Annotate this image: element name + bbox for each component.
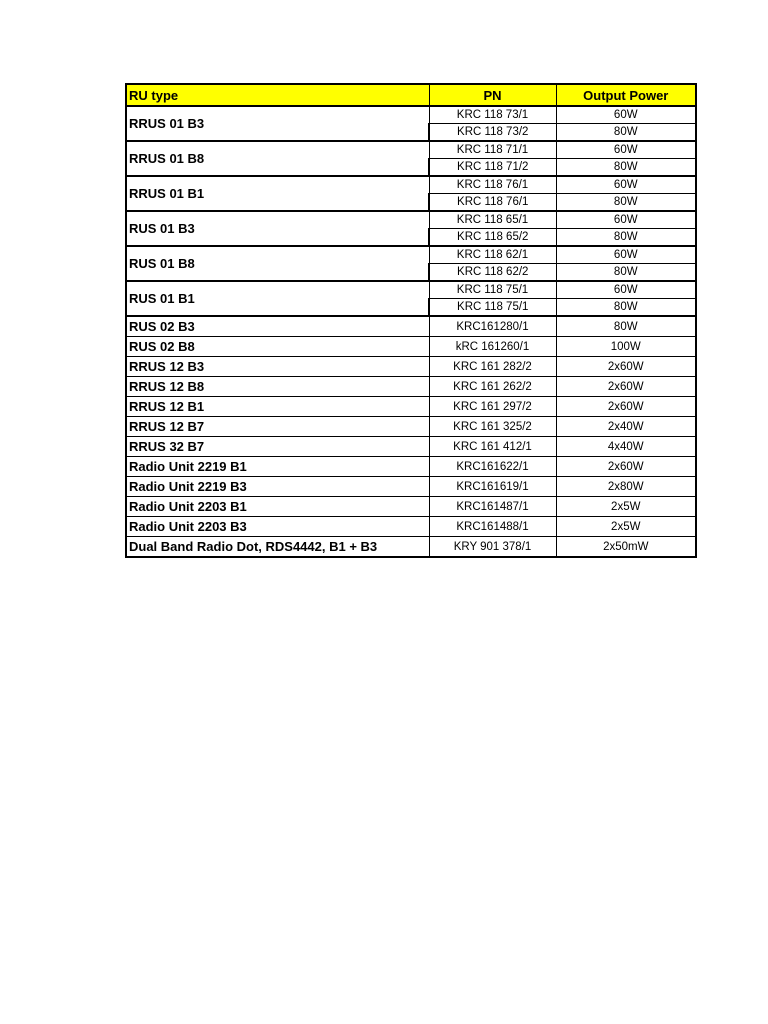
output-power-cell: 2x60W xyxy=(556,457,696,477)
table-row xyxy=(126,377,696,397)
ru-type-cell: RUS 02 B3 xyxy=(126,316,429,337)
output-power-cell: 4x40W xyxy=(556,437,696,457)
ru-type-cell: Dual Band Radio Dot, RDS4442, B1 + B3 xyxy=(126,537,429,558)
pn-cell: KRC 118 76/1 xyxy=(429,194,556,212)
ru-type-cell: RRUS 12 B1 xyxy=(126,397,429,417)
table-row xyxy=(126,211,696,229)
output-power-cell: 2x50mW xyxy=(556,537,696,558)
output-power-cell: 60W xyxy=(556,141,696,159)
table-row xyxy=(126,357,696,377)
table-row xyxy=(126,246,696,264)
table-row xyxy=(126,437,696,457)
table-row xyxy=(126,477,696,497)
pn-cell: KRC 118 76/1 xyxy=(429,176,556,194)
output-power-cell: 80W xyxy=(556,264,696,282)
output-power-cell: 2x60W xyxy=(556,357,696,377)
pn-cell: KRC 161 262/2 xyxy=(429,377,556,397)
pn-cell: KRC 161 297/2 xyxy=(429,397,556,417)
output-power-cell: 80W xyxy=(556,316,696,337)
ru-type-cell: RRUS 01 B3 xyxy=(126,106,429,141)
ru-type-cell: Radio Unit 2219 B3 xyxy=(126,477,429,497)
header-pn: PN xyxy=(429,84,556,106)
pn-cell: KRC161280/1 xyxy=(429,316,556,337)
header-ru-type: RU type xyxy=(126,84,429,106)
ru-type-cell: RRUS 12 B7 xyxy=(126,417,429,437)
ru-type-cell: RRUS 12 B3 xyxy=(126,357,429,377)
pn-cell: KRC 118 73/1 xyxy=(429,106,556,124)
output-power-cell: 60W xyxy=(556,176,696,194)
output-power-cell: 2x5W xyxy=(556,517,696,537)
output-power-cell: 2x5W xyxy=(556,497,696,517)
table-row xyxy=(126,316,696,337)
pn-cell: KRC 118 65/1 xyxy=(429,211,556,229)
pn-cell: KRC 118 71/1 xyxy=(429,141,556,159)
output-power-cell: 80W xyxy=(556,229,696,247)
pn-cell: KRC 161 282/2 xyxy=(429,357,556,377)
pn-cell: KRY 901 378/1 xyxy=(429,537,556,558)
output-power-cell: 60W xyxy=(556,211,696,229)
ru-type-cell: Radio Unit 2203 B1 xyxy=(126,497,429,517)
header-output-power: Output Power xyxy=(556,84,696,106)
pn-cell: KRC 161 325/2 xyxy=(429,417,556,437)
pn-cell: KRC 118 62/1 xyxy=(429,246,556,264)
ru-type-cell: RRUS 01 B1 xyxy=(126,176,429,211)
pn-cell: KRC 118 71/2 xyxy=(429,159,556,177)
ru-type-cell: Radio Unit 2203 B3 xyxy=(126,517,429,537)
table-row xyxy=(126,141,696,159)
table-row xyxy=(126,281,696,299)
pn-cell: KRC161619/1 xyxy=(429,477,556,497)
table-row xyxy=(126,176,696,194)
output-power-cell: 80W xyxy=(556,159,696,177)
table-row xyxy=(126,397,696,417)
ru-type-cell: RUS 01 B3 xyxy=(126,211,429,246)
output-power-cell: 2x80W xyxy=(556,477,696,497)
output-power-cell: 100W xyxy=(556,337,696,357)
output-power-cell: 60W xyxy=(556,106,696,124)
table-row xyxy=(126,497,696,517)
pn-cell: kRC 161260/1 xyxy=(429,337,556,357)
ru-type-cell: RRUS 32 B7 xyxy=(126,437,429,457)
table-row xyxy=(126,537,696,558)
pn-cell: KRC 118 73/2 xyxy=(429,124,556,142)
ru-type-cell: Radio Unit 2219 B1 xyxy=(126,457,429,477)
ru-spec-table xyxy=(125,83,697,558)
ru-type-cell: RRUS 01 B8 xyxy=(126,141,429,176)
pn-cell: KRC161488/1 xyxy=(429,517,556,537)
header-row xyxy=(126,84,696,106)
output-power-cell: 60W xyxy=(556,246,696,264)
output-power-cell: 60W xyxy=(556,281,696,299)
ru-type-cell: RUS 01 B8 xyxy=(126,246,429,281)
ru-type-cell: RUS 02 B8 xyxy=(126,337,429,357)
table-row xyxy=(126,337,696,357)
output-power-cell: 2x40W xyxy=(556,417,696,437)
pn-cell: KRC 161 412/1 xyxy=(429,437,556,457)
output-power-cell: 80W xyxy=(556,124,696,142)
ru-type-cell: RUS 01 B1 xyxy=(126,281,429,316)
pn-cell: KRC 118 65/2 xyxy=(429,229,556,247)
table-row xyxy=(126,517,696,537)
table-row xyxy=(126,106,696,124)
output-power-cell: 2x60W xyxy=(556,397,696,417)
pn-cell: KRC 118 75/1 xyxy=(429,299,556,317)
pn-cell: KRC 118 62/2 xyxy=(429,264,556,282)
table-row xyxy=(126,457,696,477)
pn-cell: KRC161622/1 xyxy=(429,457,556,477)
ru-type-cell: RRUS 12 B8 xyxy=(126,377,429,397)
output-power-cell: 80W xyxy=(556,194,696,212)
pn-cell: KRC 118 75/1 xyxy=(429,281,556,299)
output-power-cell: 2x60W xyxy=(556,377,696,397)
pn-cell: KRC161487/1 xyxy=(429,497,556,517)
output-power-cell: 80W xyxy=(556,299,696,317)
table-row xyxy=(126,417,696,437)
